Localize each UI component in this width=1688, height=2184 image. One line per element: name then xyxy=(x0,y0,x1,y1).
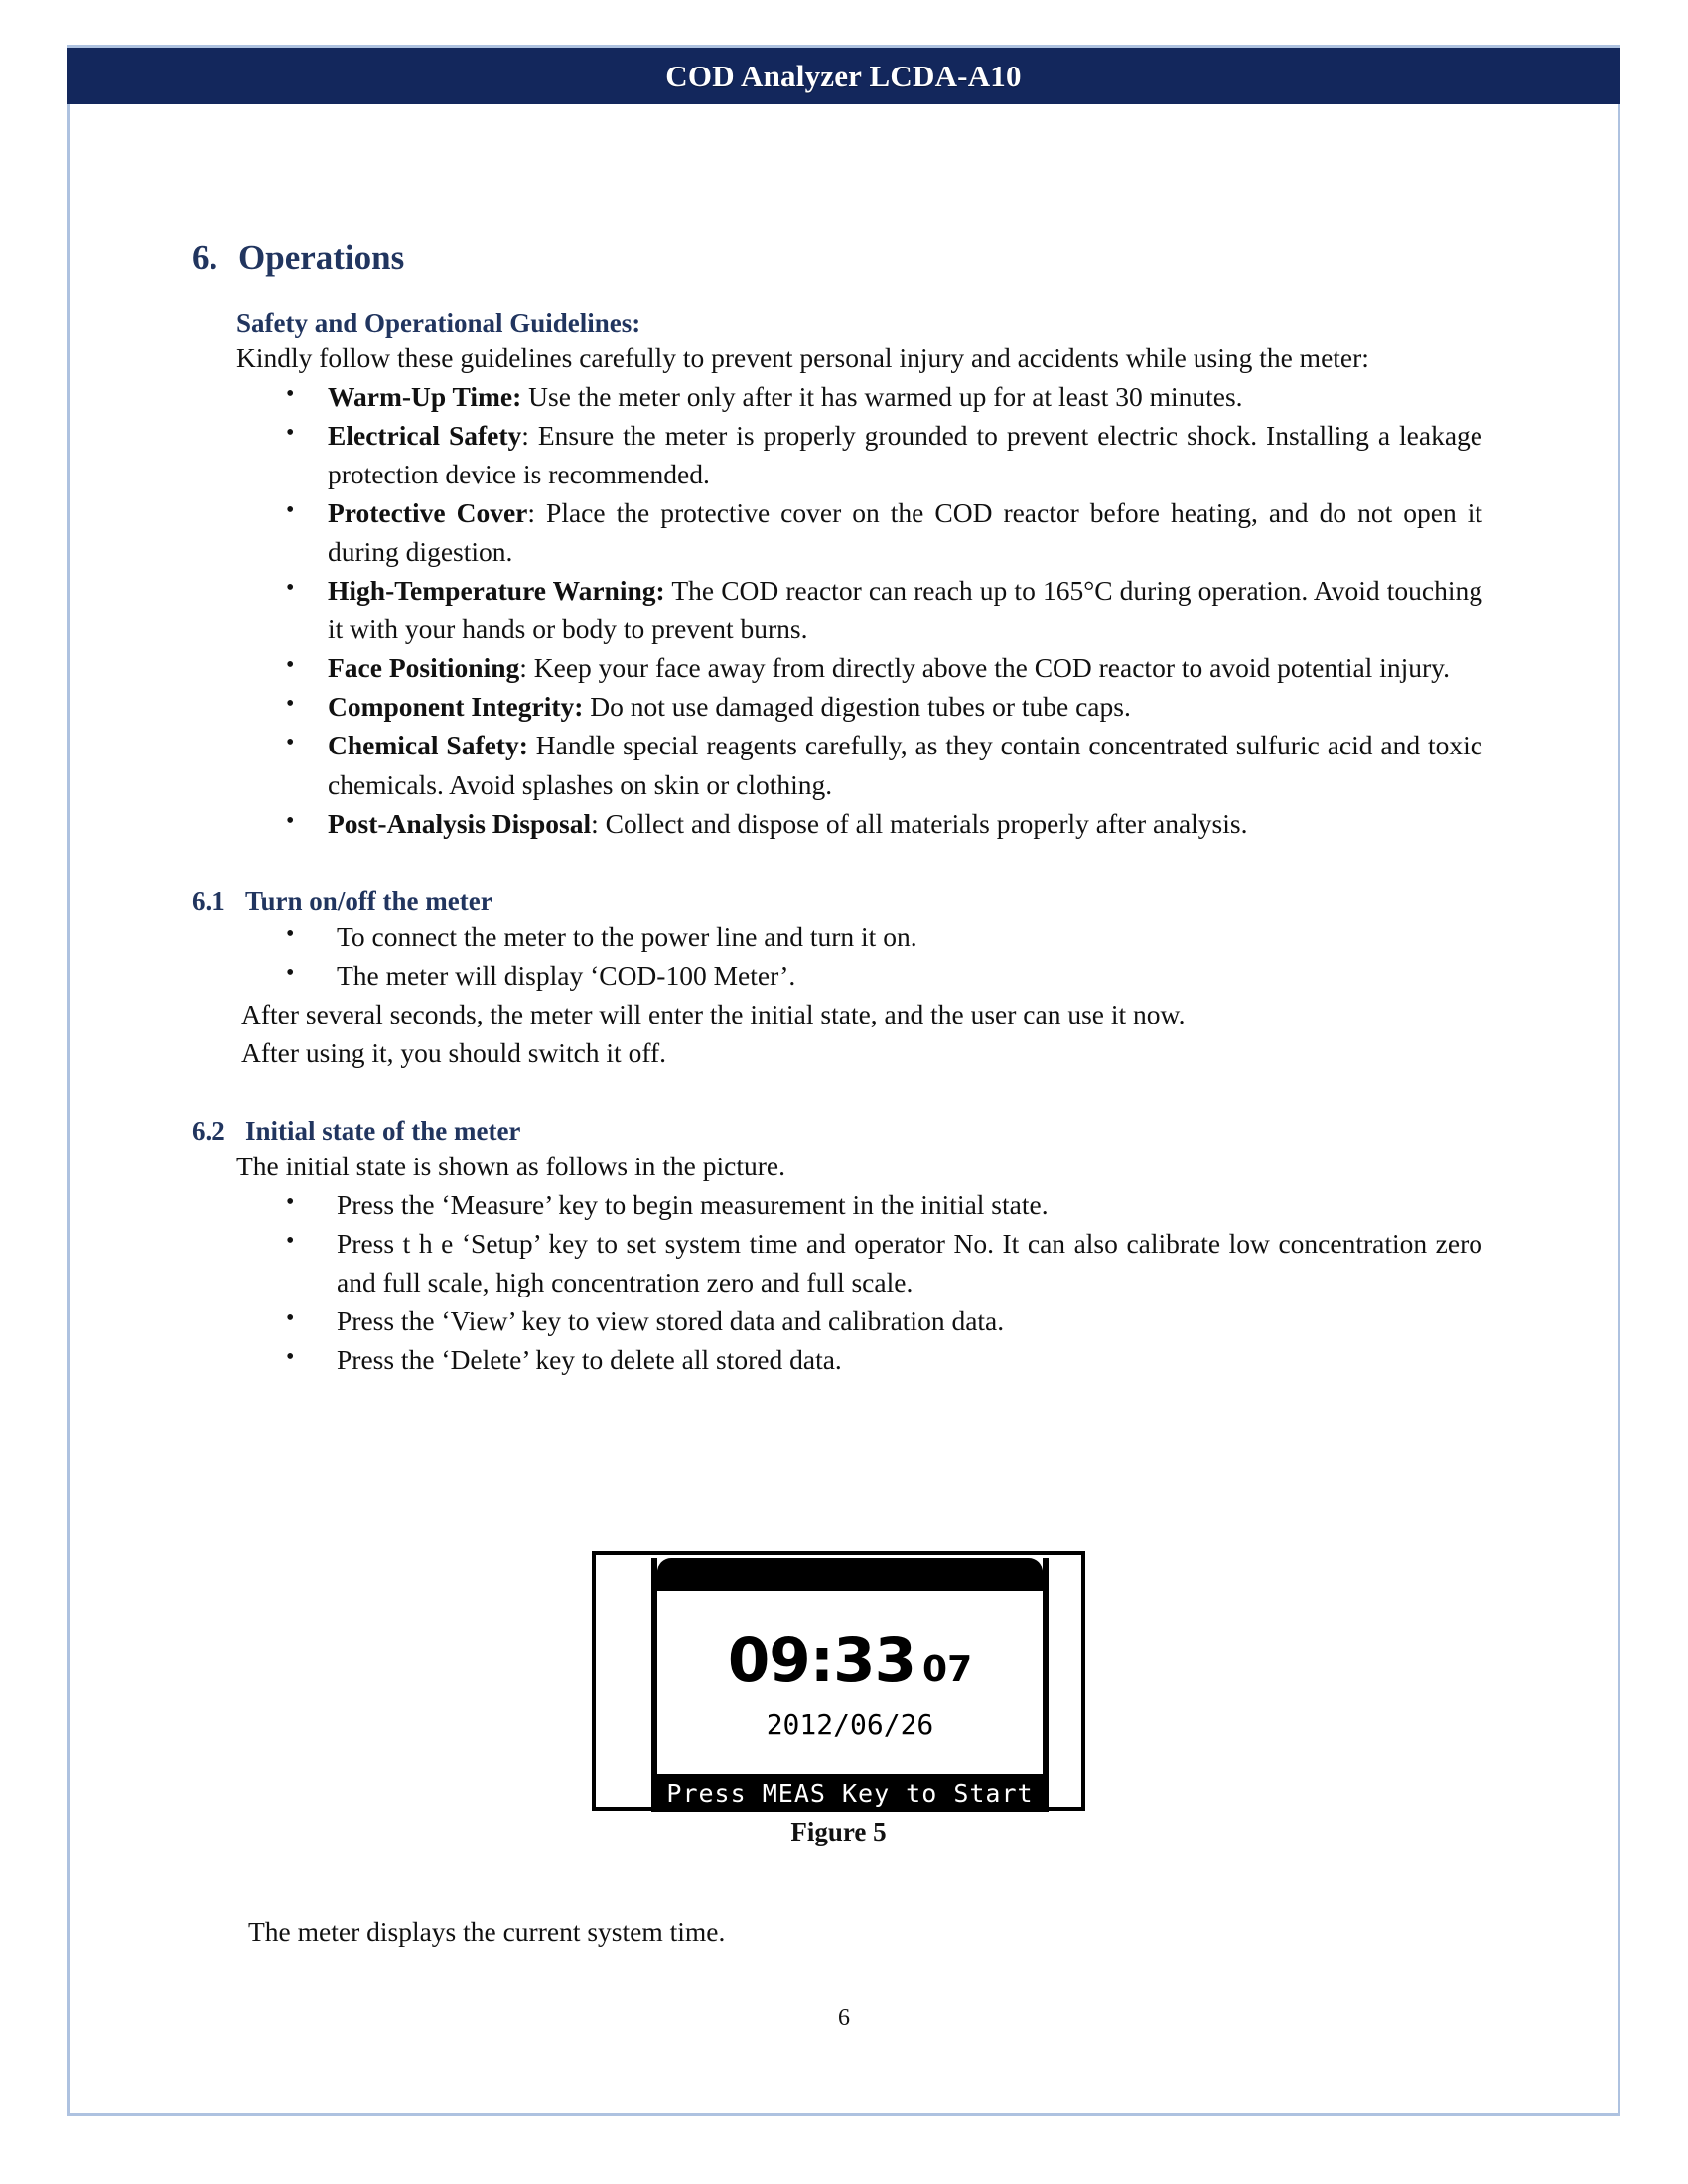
spacer xyxy=(192,278,1482,308)
bullet-text: : Place the protective cover on the COD reactor before heating, and do not open it during digestion. xyxy=(328,497,1482,568)
initial-state-intro: The initial state is shown as follows in the picture. xyxy=(236,1150,785,1181)
section-number: 6. xyxy=(192,238,218,277)
meter-device-frame xyxy=(592,1551,1085,1811)
safety-intro: Kindly follow these guidelines carefully to prevent personal injury and accidents while using the meter: xyxy=(236,342,1369,373)
list-item: • Press t h e ‘Setup’ key to set system time and operator No. It can also calibrate low concentration zero and full scale, high concentration zero and full scale. xyxy=(283,1224,1482,1301)
bullet-lead: Warm-Up Time: xyxy=(328,381,522,413)
spacer xyxy=(192,843,1482,887)
list-item xyxy=(283,687,1482,726)
subsection-number: 6.1 xyxy=(192,886,225,916)
list-item xyxy=(283,571,1482,648)
lcd-time-row xyxy=(727,1625,973,1696)
subsection-title-text: Initial state of the meter xyxy=(245,1115,521,1146)
bullet-text: Do not use damaged digestion tubes or tube caps. xyxy=(583,691,1131,723)
turn-on-off-paragraph-2: After using it, you should switch it off. xyxy=(241,1036,667,1068)
lcd-display-area xyxy=(657,1591,1043,1774)
lcd-seconds-value: 07 xyxy=(922,1649,973,1690)
safety-bullet-list xyxy=(283,377,1482,843)
bullet-text: The COD reactor can reach up to 165°C during operation. Avoid touching it with your hands or body to prevent burns. xyxy=(328,575,1482,645)
bullet-lead: Chemical Safety: xyxy=(328,730,528,761)
lcd-date-value: 2012/06/26 xyxy=(766,1708,934,1741)
list-item: • Press the ‘Delete’ key to delete all stored data. xyxy=(283,1340,1482,1379)
lcd-time-value: 09:33 xyxy=(727,1625,916,1696)
list-item xyxy=(283,804,1482,843)
page-content xyxy=(192,238,1482,1379)
subsection-heading-6-1 xyxy=(192,887,1482,917)
section-heading xyxy=(192,238,1482,278)
lcd-status-bar: Press MEAS Key to Start xyxy=(657,1774,1043,1812)
figure-caption: Figure 5 xyxy=(790,1817,887,1846)
bullet-lead: Face Positioning xyxy=(328,652,520,684)
safety-heading: Safety and Operational Guidelines: xyxy=(236,308,641,338)
list-item xyxy=(283,493,1482,571)
lcd-top-bar xyxy=(657,1558,1043,1591)
bullet-text: Use the meter only after it has warmed up for at least 30 minutes. xyxy=(521,381,1243,413)
figure-5 xyxy=(592,1551,1085,1847)
subsection-title-text: Turn on/off the meter xyxy=(245,886,492,916)
bullet-text: Handle special reagents carefully, as they contain concentrated sulfuric acid and toxic chemicals. Avoid splashes on skin or clothing. xyxy=(328,730,1482,800)
page-number: 6 xyxy=(838,2005,850,2031)
section-title-text: Operations xyxy=(238,238,405,277)
subsection-number: 6.2 xyxy=(192,1115,225,1146)
page-header-banner xyxy=(67,48,1620,104)
bullet-text: : Collect and dispose of all materials properly after analysis. xyxy=(591,807,1248,839)
turn-on-off-bullet-list xyxy=(283,917,1482,995)
subsection-heading-6-2 xyxy=(192,1116,1482,1147)
list-item: • To connect the meter to the power line and turn it on. xyxy=(283,917,1482,956)
bullet-lead: Electrical Safety xyxy=(328,420,522,452)
list-item: • Press the ‘View’ key to view stored data and calibration data. xyxy=(283,1301,1482,1340)
list-item: • Press the ‘Measure’ key to begin measurement in the initial state. xyxy=(283,1185,1482,1224)
list-item xyxy=(283,726,1482,803)
lcd-screen xyxy=(651,1558,1049,1812)
initial-state-bullet-list xyxy=(283,1185,1482,1379)
list-item xyxy=(283,416,1482,493)
list-item: • The meter will display ‘COD-100 Meter’. xyxy=(283,956,1482,995)
bullet-text: : Keep your face away from directly above the COD reactor to avoid potential injury. xyxy=(519,652,1450,684)
turn-on-off-paragraph-1: After several seconds, the meter will enter the initial state, and the user can use it now. xyxy=(241,998,1186,1029)
closing-paragraph: The meter displays the current system time. xyxy=(248,1916,726,1947)
document-title: COD Analyzer LCDA-A10 xyxy=(665,58,1022,93)
bullet-lead: Component Integrity: xyxy=(328,691,584,723)
list-item xyxy=(283,648,1482,687)
bullet-lead: High-Temperature Warning: xyxy=(328,575,665,607)
list-item xyxy=(283,377,1482,416)
bullet-text: : Ensure the meter is properly grounded to prevent electric shock. Installing a leakage protection device is recommended. xyxy=(328,420,1482,490)
bullet-lead: Post-Analysis Disposal xyxy=(328,807,592,839)
bullet-lead: Protective Cover xyxy=(328,497,528,529)
spacer xyxy=(192,1072,1482,1116)
